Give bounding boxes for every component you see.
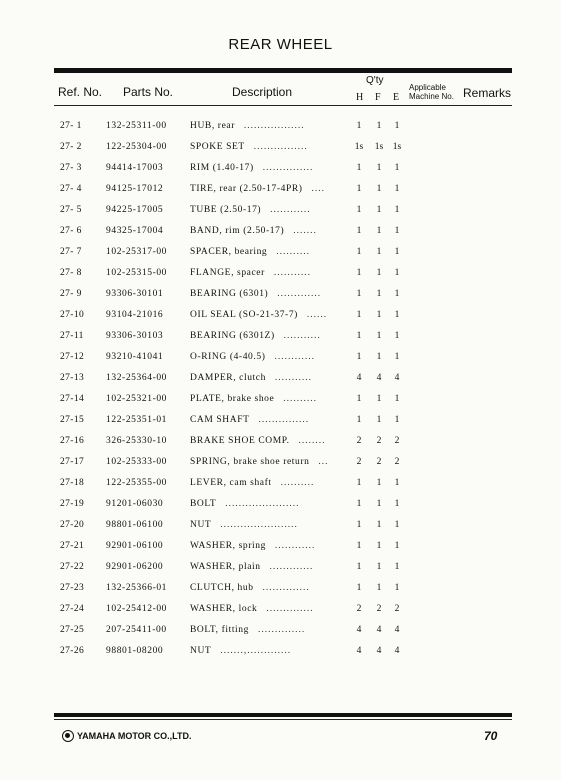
table-row <box>0 225 561 237</box>
table-row <box>0 582 561 594</box>
qty-e-cell: 1 <box>394 226 400 236</box>
leader-dots: ............. <box>269 562 314 572</box>
table-row <box>0 330 561 342</box>
ref-no-cell: 27-26 <box>60 646 85 656</box>
qty-f-cell: 1 <box>376 184 382 194</box>
ref-no-cell: 27-11 <box>60 331 84 341</box>
table-row <box>0 603 561 615</box>
description-text: LEVER, cam shaft <box>190 478 272 488</box>
ref-no-header: Ref. No. <box>58 85 103 99</box>
leader-dots: .......... <box>280 478 315 488</box>
parts-no-cell: 93306-30101 <box>106 289 164 299</box>
description-cell <box>190 246 310 258</box>
qty-e-cell: 1s <box>392 142 402 152</box>
qty-h-cell: 1 <box>356 499 362 509</box>
leader-dots: ............ <box>274 352 315 362</box>
qty-e-cell: 1 <box>394 205 400 215</box>
description-text: NUT <box>190 646 212 656</box>
ref-no-cell: 27-12 <box>60 352 85 362</box>
company-name: YAMAHA MOTOR CO.,LTD. <box>77 731 192 741</box>
ref-no-cell: 27-13 <box>60 373 85 383</box>
description-cell <box>190 519 298 531</box>
ref-no-cell: 27-25 <box>60 625 85 635</box>
description-text: BEARING (6301Z) <box>190 331 275 341</box>
leader-dots: .............. <box>266 604 314 614</box>
description-text: BOLT, fitting <box>190 625 249 635</box>
description-text: SPOKE SET <box>190 142 245 152</box>
parts-no-cell: 326-25330-10 <box>106 436 168 446</box>
qty-e-cell: 1 <box>394 121 400 131</box>
parts-no-cell: 94225-17005 <box>106 205 164 215</box>
description-text: HUB, rear <box>190 121 235 131</box>
ref-no-cell: 27- 5 <box>60 205 82 215</box>
description-cell <box>190 456 329 468</box>
table-row <box>0 477 561 489</box>
qty-e-cell: 1 <box>394 247 400 257</box>
leader-dots: ........... <box>283 331 321 341</box>
description-cell <box>190 435 326 447</box>
qty-h-cell: 1 <box>356 121 362 131</box>
leader-dots: .......... <box>283 394 318 404</box>
table-row <box>0 624 561 636</box>
description-cell <box>190 372 312 384</box>
qty-e-header: E <box>393 92 400 103</box>
qty-f-cell: 4 <box>376 646 382 656</box>
ref-no-cell: 27-23 <box>60 583 85 593</box>
description-text: FLANGE, spacer <box>190 268 265 278</box>
parts-no-cell: 94125-17012 <box>106 184 164 194</box>
description-text: PLATE, brake shoe <box>190 394 275 404</box>
qty-h-cell: 1 <box>356 247 362 257</box>
page-number: 70 <box>484 729 498 743</box>
qty-f-cell: 1 <box>376 268 382 278</box>
qty-f-cell: 1 <box>376 562 382 572</box>
qty-f-cell: 1 <box>376 541 382 551</box>
description-text: BEARING (6301) <box>190 289 269 299</box>
parts-no-cell: 93104-21016 <box>106 310 164 320</box>
description-text: WASHER, lock <box>190 604 258 614</box>
leader-dots: .... <box>311 184 325 194</box>
footer-rule-thin <box>54 719 512 720</box>
parts-no-cell: 98801-08200 <box>106 646 164 656</box>
qty-e-cell: 1 <box>394 331 400 341</box>
parts-no-cell: 102-25317-00 <box>106 247 168 257</box>
qty-f-cell: 1 <box>376 163 382 173</box>
table-row <box>0 120 561 132</box>
ref-no-cell: 27- 8 <box>60 268 82 278</box>
qty-f-cell: 1 <box>376 247 382 257</box>
ref-no-cell: 27- 9 <box>60 289 82 299</box>
qty-h-cell: 4 <box>356 625 362 635</box>
table-row <box>0 645 561 657</box>
description-cell <box>190 414 309 426</box>
qty-f-cell: 1 <box>376 121 382 131</box>
qty-f-cell: 2 <box>376 436 382 446</box>
description-text: OIL SEAL (SO-21-37-7) <box>190 310 298 320</box>
qty-f-cell: 1 <box>376 226 382 236</box>
parts-no-header: Parts No. <box>123 85 174 99</box>
qty-f-cell: 1 <box>376 289 382 299</box>
table-row <box>0 141 561 153</box>
ref-no-cell: 27-14 <box>60 394 85 404</box>
table-row <box>0 561 561 573</box>
qty-h-cell: 1 <box>356 226 362 236</box>
qty-h-cell: 1 <box>356 394 362 404</box>
description-cell <box>190 645 291 657</box>
qty-e-cell: 1 <box>394 352 400 362</box>
parts-no-cell: 122-25355-00 <box>106 478 168 488</box>
leader-dots: .................. <box>243 121 305 131</box>
description-cell <box>190 141 308 153</box>
footer-rule-thick <box>54 713 512 717</box>
description-cell <box>190 498 300 510</box>
parts-no-cell: 94414-17003 <box>106 163 164 173</box>
description-text: TUBE (2.50-17) <box>190 205 262 215</box>
qty-e-cell: 4 <box>394 373 400 383</box>
description-cell <box>190 162 313 174</box>
qty-f-cell: 2 <box>376 604 382 614</box>
ref-no-cell: 27-22 <box>60 562 85 572</box>
qty-f-cell: 4 <box>376 625 382 635</box>
table-row <box>0 267 561 279</box>
qty-h-cell: 1 <box>356 415 362 425</box>
description-cell <box>190 582 310 594</box>
qty-h-cell: 1s <box>354 142 364 152</box>
description-cell <box>190 603 314 615</box>
qty-h-cell: 1 <box>356 205 362 215</box>
description-cell <box>190 393 317 405</box>
table-row <box>0 540 561 552</box>
qty-h-cell: 1 <box>356 520 362 530</box>
qty-e-cell: 2 <box>394 457 400 467</box>
table-row <box>0 414 561 426</box>
description-text: CLUTCH, hub <box>190 583 254 593</box>
parts-no-cell: 122-25304-00 <box>106 142 168 152</box>
qty-h-cell: 4 <box>356 373 362 383</box>
description-cell <box>190 204 311 216</box>
qty-h-cell: 1 <box>356 184 362 194</box>
applicable-header-line1: Applicable <box>409 83 446 92</box>
table-row <box>0 288 561 300</box>
leader-dots: ........... <box>274 373 313 383</box>
leader-dots: .............. <box>257 625 306 635</box>
qty-h-cell: 1 <box>356 352 362 362</box>
leader-dots: ............ <box>270 205 311 215</box>
leader-dots: .......... <box>276 247 310 257</box>
table-row <box>0 162 561 174</box>
description-cell <box>190 540 315 552</box>
parts-no-cell: 132-25311-00 <box>106 121 167 131</box>
qty-e-cell: 4 <box>394 625 400 635</box>
qty-e-cell: 1 <box>394 163 400 173</box>
qty-e-cell: 1 <box>394 310 400 320</box>
qty-e-cell: 1 <box>394 499 400 509</box>
table-row <box>0 351 561 363</box>
parts-no-cell: 98801-06100 <box>106 520 164 530</box>
leader-dots: ...................... <box>225 499 300 509</box>
applicable-header-line2: Machine No. <box>409 92 454 101</box>
ref-no-cell: 27- 2 <box>60 142 82 152</box>
qty-f-header: F <box>375 92 381 103</box>
leader-dots: ............... <box>258 415 310 425</box>
table-row <box>0 393 561 405</box>
description-text: WASHER, spring <box>190 541 266 551</box>
parts-no-cell: 92901-06200 <box>106 562 164 572</box>
qty-h-cell: 1 <box>356 478 362 488</box>
qty-h-cell: 1 <box>356 541 362 551</box>
qty-h-cell: 1 <box>356 562 362 572</box>
ref-no-cell: 27-16 <box>60 436 85 446</box>
header-bottom-rule <box>54 105 512 106</box>
qty-f-cell: 1 <box>376 394 382 404</box>
leader-dots: ....................... <box>220 520 298 530</box>
ref-no-cell: 27- 1 <box>60 121 82 131</box>
description-text: RIM (1.40-17) <box>190 163 254 173</box>
description-text: WASHER, plain <box>190 562 261 572</box>
parts-no-cell: 94325-17004 <box>106 226 164 236</box>
header-top-rule <box>54 68 512 73</box>
description-cell <box>190 120 305 132</box>
leader-dots: ............... <box>262 163 314 173</box>
leader-dots: ... <box>318 457 329 467</box>
qty-h-cell: 1 <box>356 331 362 341</box>
ref-no-cell: 27- 4 <box>60 184 82 194</box>
qty-e-cell: 1 <box>394 520 400 530</box>
qty-f-cell: 1 <box>376 415 382 425</box>
qty-h-cell: 1 <box>356 583 362 593</box>
description-text: BOLT <box>190 499 217 509</box>
parts-no-cell: 91201-06030 <box>106 499 164 509</box>
ref-no-cell: 27-15 <box>60 415 85 425</box>
qty-e-cell: 1 <box>394 415 400 425</box>
table-row <box>0 204 561 216</box>
qty-e-cell: 1 <box>394 184 400 194</box>
table-row <box>0 309 561 321</box>
qty-f-cell: 1 <box>376 331 382 341</box>
qty-h-cell: 1 <box>356 310 362 320</box>
ref-no-cell: 27-18 <box>60 478 85 488</box>
qty-f-cell: 1s <box>374 142 384 152</box>
leader-dots: ............ <box>274 541 316 551</box>
qty-e-cell: 2 <box>394 436 400 446</box>
ref-no-cell: 27-20 <box>60 520 85 530</box>
leader-dots: .............. <box>262 583 310 593</box>
description-text: BRAKE SHOE COMP. <box>190 436 290 446</box>
qty-h-cell: 2 <box>356 604 362 614</box>
description-text: NUT <box>190 520 212 530</box>
remarks-header: Remarks <box>463 86 512 100</box>
parts-no-cell: 122-25351-01 <box>106 415 168 425</box>
description-cell <box>190 225 317 237</box>
leader-dots: ........... <box>273 268 311 278</box>
table-row <box>0 246 561 258</box>
qty-e-cell: 4 <box>394 646 400 656</box>
leader-dots: ........ <box>298 436 326 446</box>
description-text: SPACER, bearing <box>190 247 268 257</box>
qty-f-cell: 2 <box>376 457 382 467</box>
qty-f-cell: 1 <box>376 499 382 509</box>
parts-no-cell: 132-25364-00 <box>106 373 168 383</box>
page-title: REAR WHEEL <box>228 36 333 53</box>
yamaha-emblem-icon <box>62 730 74 742</box>
company-logo <box>62 730 192 742</box>
table-row <box>0 519 561 531</box>
qty-h-cell: 1 <box>356 163 362 173</box>
description-cell <box>190 351 315 363</box>
description-text: TIRE, rear (2.50-17-4PR) <box>190 184 303 194</box>
qty-h-header: H <box>356 92 364 103</box>
qty-e-cell: 1 <box>394 562 400 572</box>
parts-no-cell: 102-25333-00 <box>106 457 168 467</box>
description-text: BAND, rim (2.50-17) <box>190 226 285 236</box>
ref-no-cell: 27- 6 <box>60 226 82 236</box>
qty-f-cell: 1 <box>376 520 382 530</box>
qty-f-cell: 1 <box>376 583 382 593</box>
leader-dots: ............. <box>277 289 322 299</box>
table-row <box>0 498 561 510</box>
leader-dots: .......,............. <box>220 646 292 656</box>
parts-no-cell: 132-25366-01 <box>106 583 168 593</box>
description-text: DAMPER, clutch <box>190 373 266 383</box>
leader-dots: ................ <box>253 142 308 152</box>
qty-h-cell: 1 <box>356 268 362 278</box>
qty-e-cell: 1 <box>394 268 400 278</box>
qty-f-cell: 1 <box>376 478 382 488</box>
qty-h-cell: 2 <box>356 457 362 467</box>
ref-no-cell: 27-21 <box>60 541 85 551</box>
parts-no-cell: 92901-06100 <box>106 541 164 551</box>
description-cell <box>190 183 325 195</box>
description-cell <box>190 309 327 321</box>
ref-no-cell: 27-10 <box>60 310 85 320</box>
description-cell <box>190 288 321 300</box>
qty-f-cell: 4 <box>376 373 382 383</box>
description-cell <box>190 477 314 489</box>
qty-e-cell: 1 <box>394 289 400 299</box>
description-cell <box>190 267 311 279</box>
table-row <box>0 456 561 468</box>
leader-dots: ....... <box>293 226 317 236</box>
parts-no-cell: 207-25411-00 <box>106 625 167 635</box>
qty-h-cell: 1 <box>356 289 362 299</box>
parts-no-cell: 93306-30103 <box>106 331 164 341</box>
parts-no-cell: 93210-41041 <box>106 352 164 362</box>
qty-f-cell: 1 <box>376 352 382 362</box>
table-row <box>0 372 561 384</box>
ref-no-cell: 27-24 <box>60 604 85 614</box>
description-header: Description <box>232 85 293 99</box>
description-cell <box>190 330 321 342</box>
description-cell <box>190 561 313 573</box>
description-cell <box>190 624 305 636</box>
parts-no-cell: 102-25321-00 <box>106 394 168 404</box>
qty-e-cell: 1 <box>394 394 400 404</box>
table-row <box>0 183 561 195</box>
ref-no-cell: 27-19 <box>60 499 85 509</box>
qty-f-cell: 1 <box>376 310 382 320</box>
qty-f-cell: 1 <box>376 205 382 215</box>
parts-no-cell: 102-25315-00 <box>106 268 168 278</box>
qty-h-cell: 4 <box>356 646 362 656</box>
qty-h-cell: 2 <box>356 436 362 446</box>
description-text: CAM SHAFT <box>190 415 250 425</box>
table-row <box>0 435 561 447</box>
qty-header: Q'ty <box>366 75 384 86</box>
qty-e-cell: 1 <box>394 583 400 593</box>
qty-e-cell: 2 <box>394 604 400 614</box>
description-text: O-RING (4-40.5) <box>190 352 266 362</box>
qty-e-cell: 1 <box>394 478 400 488</box>
description-text: SPRING, brake shoe return <box>190 457 310 467</box>
ref-no-cell: 27-17 <box>60 457 85 467</box>
ref-no-cell: 27- 3 <box>60 163 82 173</box>
qty-e-cell: 1 <box>394 541 400 551</box>
leader-dots: ...... <box>306 310 328 320</box>
ref-no-cell: 27- 7 <box>60 247 82 257</box>
parts-no-cell: 102-25412-00 <box>106 604 168 614</box>
